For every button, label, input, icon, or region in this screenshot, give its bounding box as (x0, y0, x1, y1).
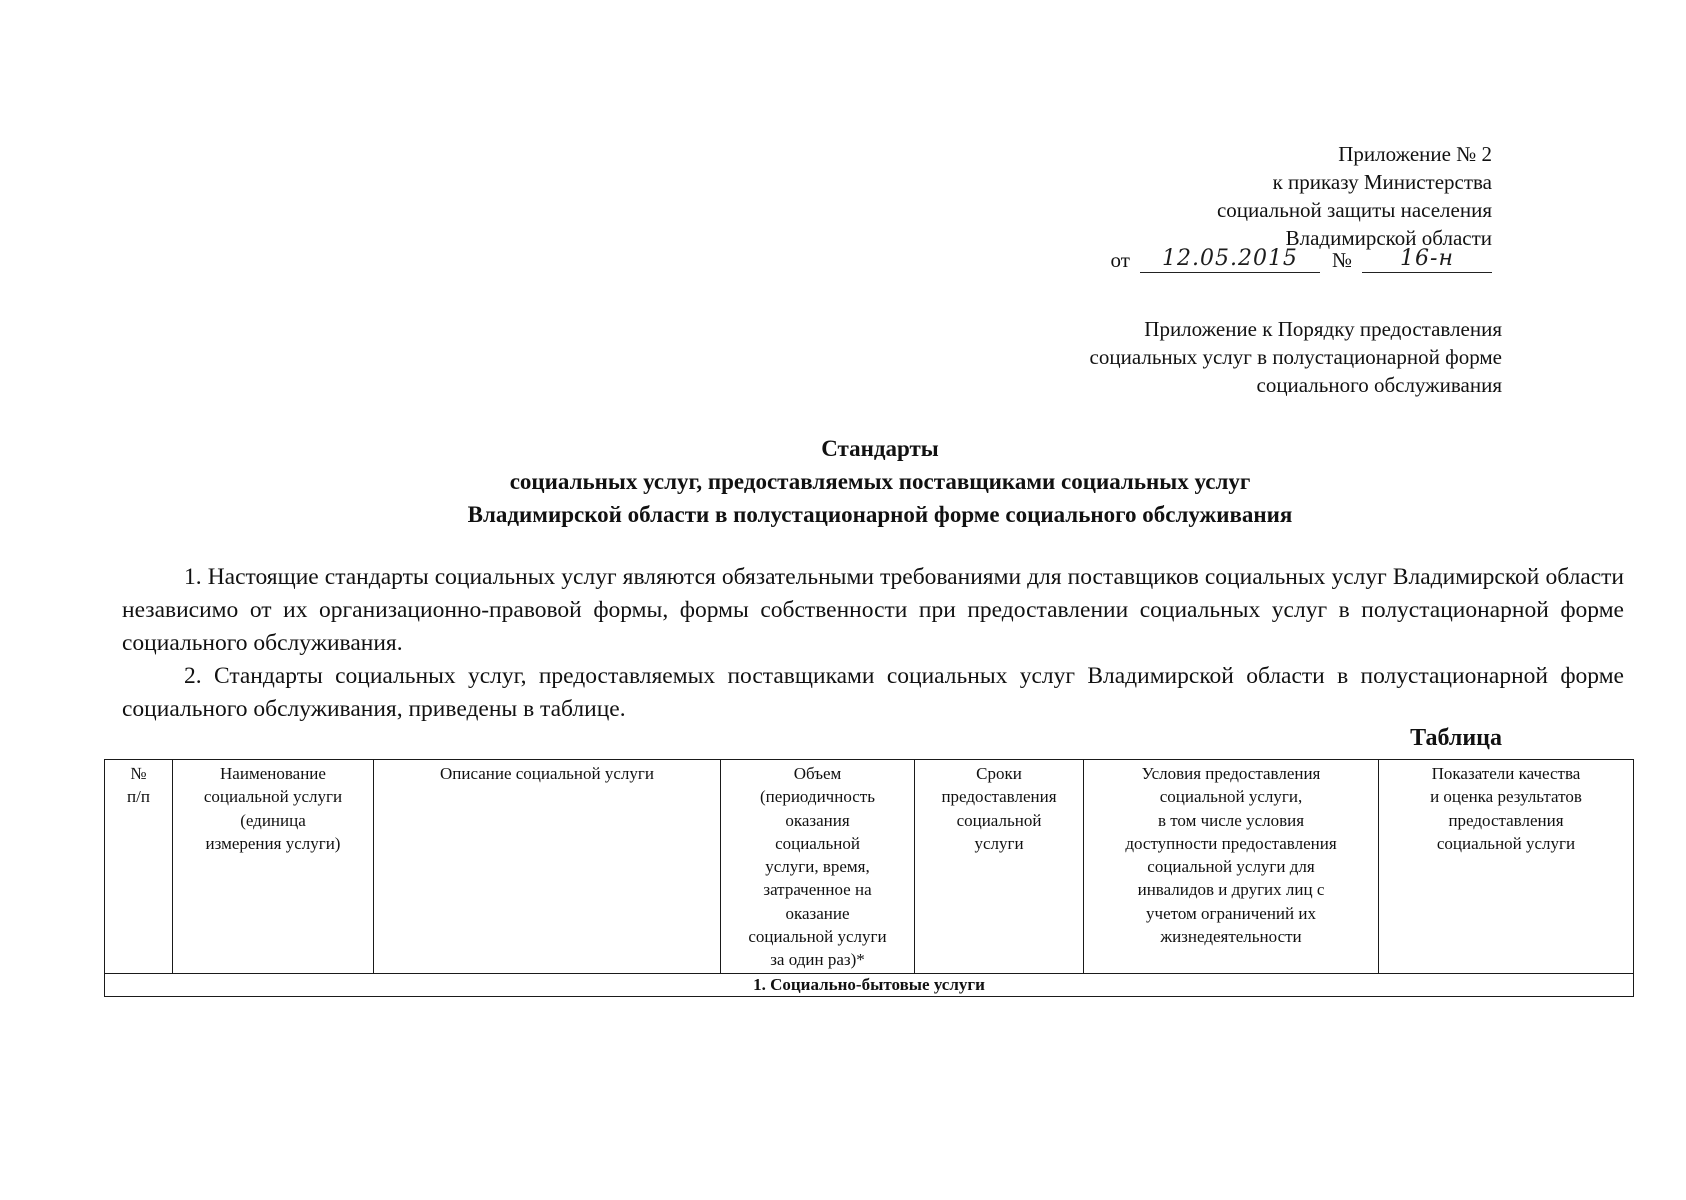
header-volume: Объем (периодичность оказания социальной услуги, время, затраченное на оказание социальной услуги за один раз)* (721, 760, 915, 974)
title-line-3: Владимирской области в полустационарной форме социального обслуживания (467, 502, 1293, 527)
header-terms: Сроки предоставления социальной услуги (915, 760, 1084, 974)
document-title (0, 432, 1686, 531)
appendix-order-line: социального обслуживания (1256, 373, 1502, 397)
appendix-2-line: Владимирской области (1285, 226, 1492, 250)
appendix-order-line: Приложение к Порядку предоставления (1144, 317, 1502, 341)
paragraph-2: 2. Стандарты социальных услуг, предоставляемых поставщиками социальных услуг Владимирской области в полустационарной форме социального обслуживания, приведены в таблице. (122, 663, 1624, 722)
header-number: № п/п (105, 760, 173, 974)
appendix-2-line: социальной защиты населения (1216, 198, 1492, 222)
title-line-1: Стандарты (821, 436, 939, 461)
order-date-number-row (1111, 246, 1492, 273)
title-line-2: социальных услуг, предоставляемых поставщиками социальных услуг (509, 469, 1251, 494)
table-caption: Таблица (1410, 725, 1502, 751)
appendix-2-line: Приложение № 2 (1338, 142, 1492, 166)
header-conditions: Условия предоставления социальной услуги, в том числе условия доступности предоставления социальной услуги для инвалидов и других лиц с учетом ограничений их жизнедеятельности (1084, 760, 1379, 974)
header-service-description: Описание социальной услуги (374, 760, 721, 974)
appendix-2-line: к приказу Министерства (1272, 170, 1492, 194)
appendix-order-line: социальных услуг в полустационарной форме (1089, 345, 1502, 369)
header-service-name: Наименование социальной услуги (единица измерения услуги) (173, 760, 374, 974)
standards-table (104, 759, 1634, 997)
appendix-to-order-header (942, 315, 1502, 399)
table-header-row (105, 760, 1634, 974)
from-label: от (1110, 248, 1130, 272)
section-title: 1. Социально-бытовые услуги (105, 973, 1634, 996)
handwritten-date: 12.05.2015 (1140, 246, 1320, 273)
handwritten-number: 16-н (1362, 246, 1492, 273)
number-label: № (1331, 248, 1352, 272)
appendix-2-header (1032, 140, 1492, 252)
header-quality-indicators: Показатели качества и оценка результатов предоставления социальной услуги (1379, 760, 1634, 974)
section-row (105, 973, 1634, 996)
paragraph-1: 1. Настоящие стандарты социальных услуг являются обязательными требованиями для поставщиков социальных услуг Владимирской области независимо от их организационно-правовой формы, формы собственности при предоставлении социальных услуг в полустационарной форме социального обслуживания. (122, 564, 1624, 656)
